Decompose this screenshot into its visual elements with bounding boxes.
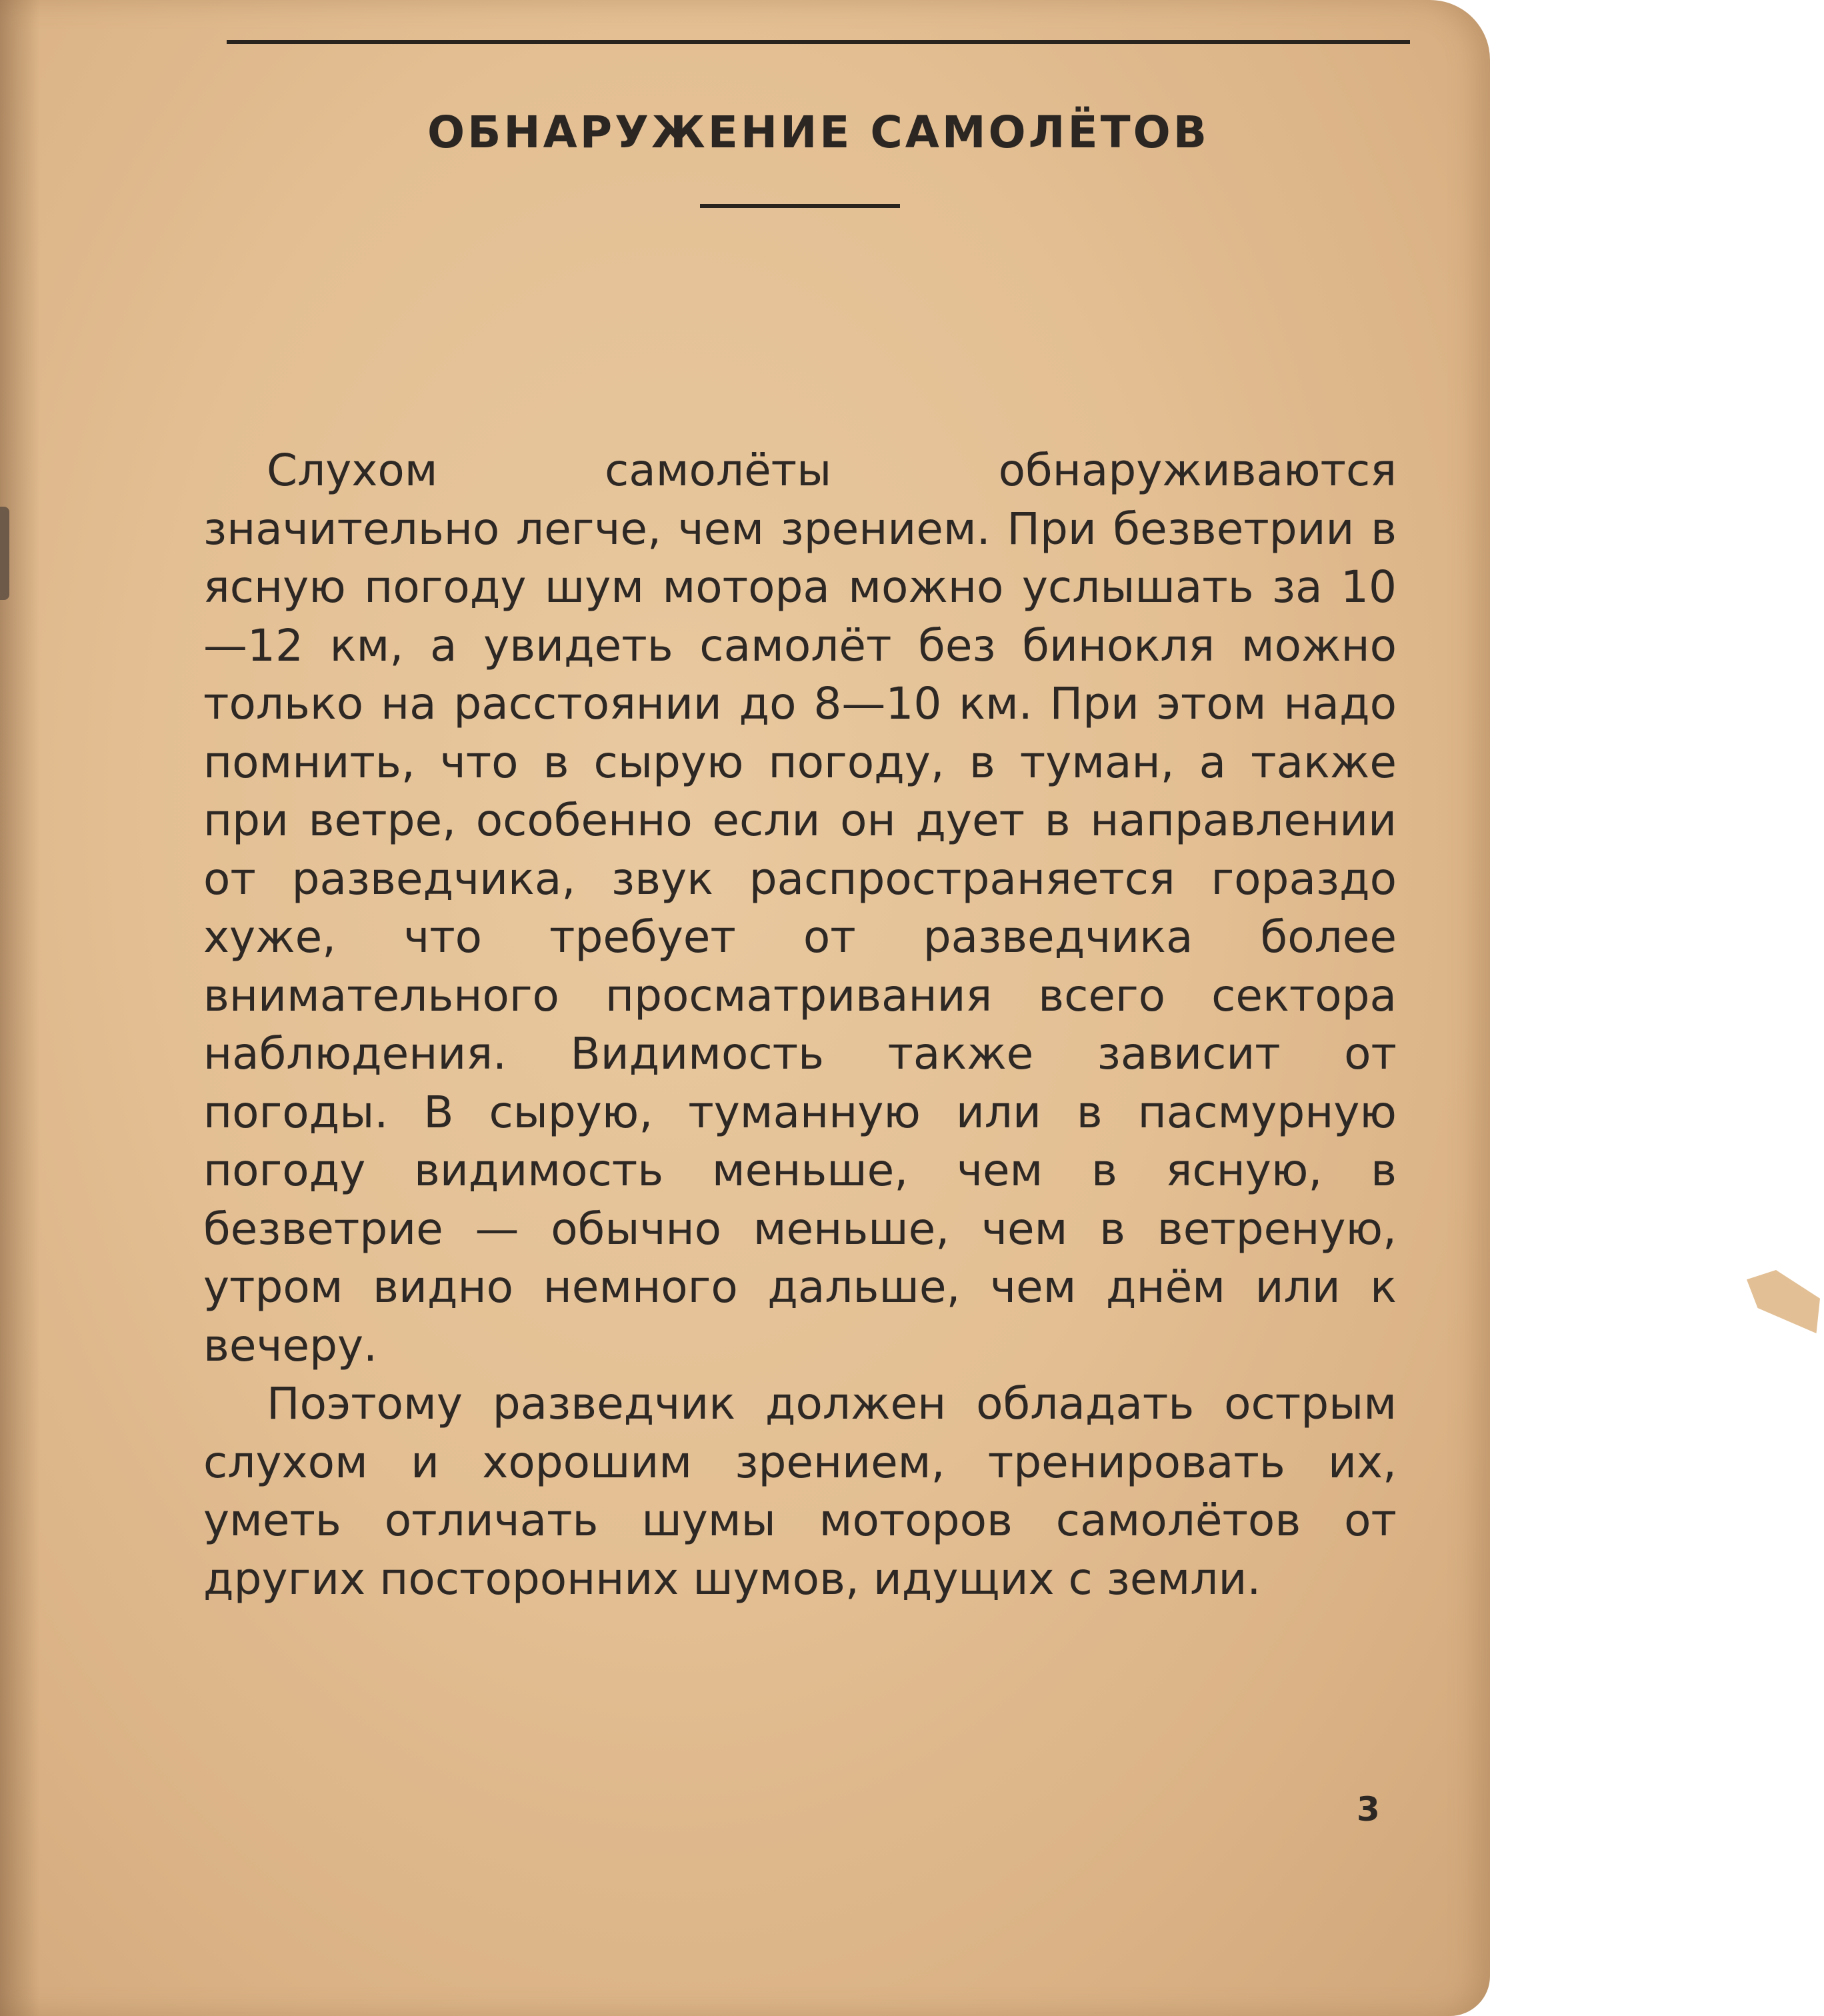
binding-mark bbox=[0, 507, 9, 600]
page-spine-shadow bbox=[0, 0, 40, 2016]
paragraph-2: Поэтому разведчик должен обладать острым слухом и хорошим зрением, тренировать их, уметь отличать шумы моторов самолётов от других посторонних шумов, идущих с земли. bbox=[203, 1378, 1397, 1605]
top-rule bbox=[227, 40, 1410, 44]
title-underline bbox=[700, 204, 900, 208]
paragraph-1: Слухом самолёты обнаруживаются значительно легче, чем зрением. При безветрии в ясную погоду шум мотора можно услышать за 10—12 км, а увидеть самолёт без бинокля можно только на расстоянии до 8—10 км. При этом надо помнить, что в сырую погоду, в туман, а также при ветре, особенно если он дует в направлении от разведчика, звук распространяется гораздо хуже, что требует от разведчика более внимательного просматривания всего сектора наблюдения. Видимость также зависит от погоды. В сырую, туманную или в пасмурную погоду видимость меньше, чем в ясную, в безветрие — обычно меньше, чем в ветреную, утром видно немного дальше, чем днём или к вечеру. bbox=[203, 445, 1397, 1371]
page-title: ОБНАРУЖЕНИЕ САМОЛЁТОВ bbox=[427, 107, 1210, 158]
body-text bbox=[203, 441, 1397, 1608]
page-number: 3 bbox=[1357, 1790, 1380, 1829]
paper-scrap bbox=[1747, 1270, 1820, 1333]
